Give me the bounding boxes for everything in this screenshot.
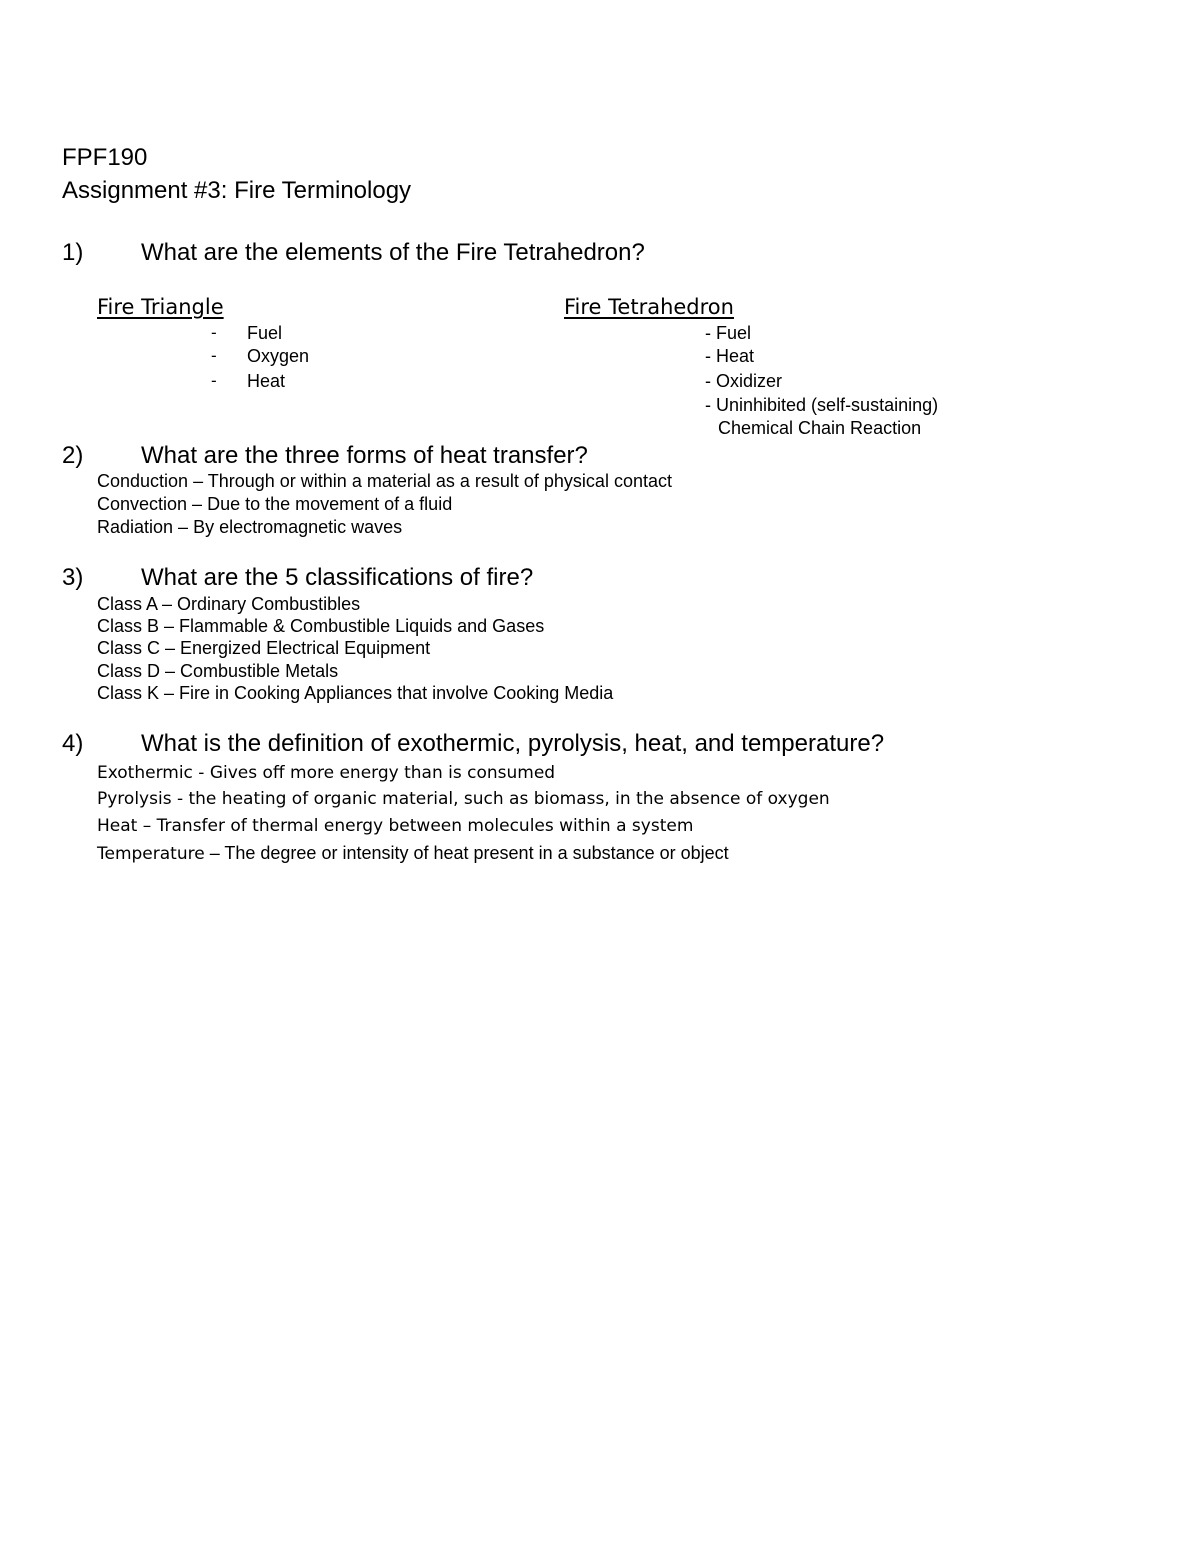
answer-line: Class D – Combustible Metals: [97, 661, 339, 681]
bullet-dash: -: [211, 323, 217, 342]
fire-tetrahedron-heading: Fire Tetrahedron: [564, 295, 734, 319]
answer-line: Radiation – By electromagnetic waves: [97, 517, 403, 537]
answer-line-temperature: [97, 844, 729, 863]
answer-line: Class A – Ordinary Combustibles: [97, 594, 361, 614]
bullet-dash: -: [211, 371, 217, 390]
question-4-number: 4): [62, 730, 84, 757]
fire-triangle-heading: Fire Triangle: [97, 295, 224, 319]
question-2-text: What are the three forms of heat transfer?: [141, 442, 588, 469]
fire-triangle-item: Heat: [247, 371, 286, 391]
temperature-term: Temperature: [97, 844, 205, 864]
answer-line: Class K – Fire in Cooking Appliances that involve Cooking Media: [97, 683, 614, 703]
question-1-number: 1): [62, 239, 84, 266]
answer-line: Class B – Flammable & Combustible Liquids and Gases: [97, 616, 545, 636]
fire-tetrahedron-item: Chemical Chain Reaction: [718, 418, 922, 438]
answer-line: Conduction – Through or within a material as a result of physical contact: [97, 471, 672, 491]
fire-tetrahedron-item: - Fuel: [705, 323, 752, 343]
question-1-text: What are the elements of the Fire Tetrahedron?: [141, 239, 645, 266]
question-3-text: What are the 5 classifications of fire?: [141, 564, 534, 591]
question-2-number: 2): [62, 442, 84, 469]
fire-triangle-item: Oxygen: [247, 346, 310, 366]
answer-line: Heat – Transfer of thermal energy between molecules within a system: [97, 816, 694, 836]
fire-tetrahedron-item: - Oxidizer: [705, 371, 783, 391]
question-3-number: 3): [62, 564, 84, 591]
course-code: FPF190: [62, 144, 148, 171]
assignment-title: Assignment #3: Fire Terminology: [62, 177, 412, 204]
answer-line: Exothermic - Gives off more energy than is consumed: [97, 763, 556, 783]
answer-line: Class C – Energized Electrical Equipment: [97, 638, 431, 658]
fire-triangle-item: Fuel: [247, 323, 283, 343]
fire-tetrahedron-item: - Heat: [705, 346, 755, 366]
temperature-definition: – The degree or intensity of heat present in a substance or object: [204, 843, 729, 863]
question-4-text: What is the definition of exothermic, pyrolysis, heat, and temperature?: [141, 730, 885, 757]
answer-line: Pyrolysis - the heating of organic material, such as biomass, in the absence of oxygen: [97, 789, 830, 809]
fire-tetrahedron-item: - Uninhibited (self-sustaining): [705, 395, 939, 415]
bullet-dash: -: [211, 346, 217, 365]
answer-line: Convection – Due to the movement of a fluid: [97, 494, 453, 514]
